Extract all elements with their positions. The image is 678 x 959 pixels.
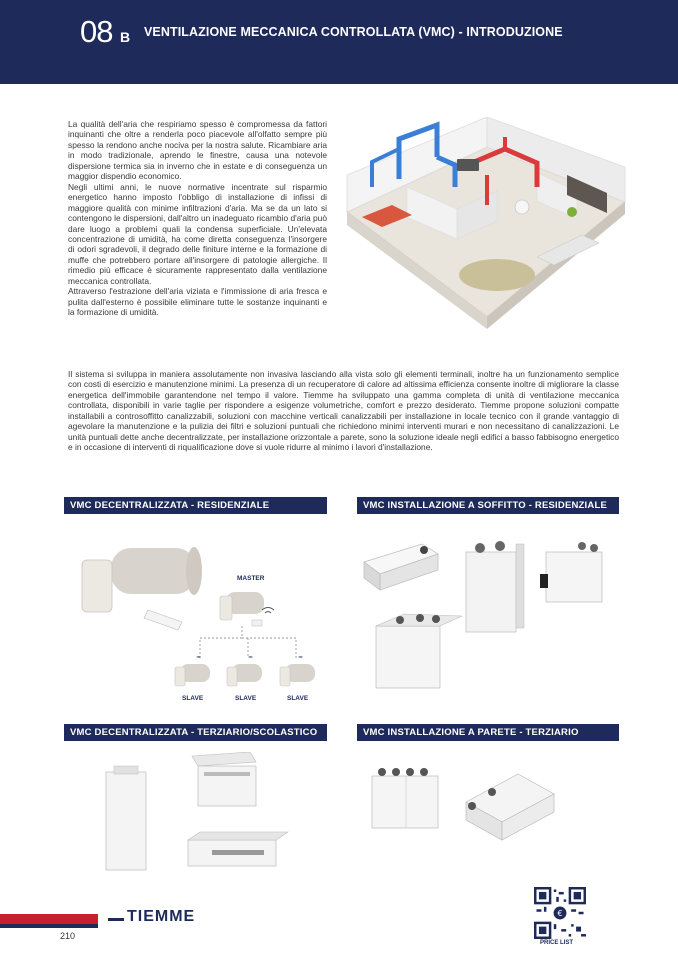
chapter-letter: B: [120, 29, 131, 45]
qr-caption: PRICE LIST: [540, 940, 574, 946]
qr-code[interactable]: [534, 887, 586, 939]
intro-paragraph: Attraverso l'estrazione dell'aria viziata e l'immissione di aria fresca e pulita dall'esterno è possibile eliminare tutte le sostanze inquinanti e la formazione di umidità.: [68, 286, 327, 318]
section-header-parete-terziario: VMC INSTALLAZIONE A PARETE - TERZIARIO: [357, 724, 619, 741]
intro-paragraph: La qualità dell'aria che respiriamo spesso è compromessa da fattori inquinanti che oltre a renderla poco piacevole all'olfatto sempre più spesso la rendono anche nociva per la nostra salute. Ricambiare aria in modo tradizionale, aprendo le finestre, causa una notevole dispersione termica sia in inverno che in estate e di conseguenza un maggior dispendio economico.: [68, 119, 327, 182]
page-header: [0, 0, 678, 84]
house-ventilation-illustration: [337, 117, 629, 330]
svg-text:€: €: [557, 909, 563, 919]
section-header-soffitto-residenziale: VMC INSTALLAZIONE A SOFFITTO - RESIDENZIALE: [357, 497, 619, 514]
ceiling-residential-products: [360, 530, 620, 695]
decentralized-residential-products: [76, 530, 331, 710]
svg-text:≈: ≈: [196, 654, 202, 661]
svg-text:≈: ≈: [248, 654, 254, 661]
intro-text: [68, 119, 327, 318]
section-header-decentralizzata-residenziale: VMC DECENTRALIZZATA - RESIDENZIALE: [64, 497, 327, 514]
master-label: MASTER: [237, 575, 265, 582]
decentralized-tertiary-products: [100, 752, 300, 872]
slave-label: SLAVE: [287, 695, 309, 702]
brand-logo: TIEMME: [124, 908, 198, 926]
wall-tertiary-products: [368, 762, 558, 862]
footer-red-bar: [0, 914, 98, 924]
slave-label: SLAVE: [235, 695, 257, 702]
intro-paragraph: Negli ultimi anni, le nuove normative incentrate sul risparmio energetico hanno imposto l'obbligo di installazione di infissi di maggiore qualità con minime infiltrazioni d'aria. Ma se da un lato si contengono le dispersioni, dall'altro un inadeguato ricambio d'aria può dare luogo a problemi quali la condensa superficiale. Un'elevata concentrazione di umidità, ha come diretta conseguenza l'insorgere di odori sgradevoli, il degrado delle finiture interne e la formazione di muffe che potrebbero portare all'insorgere di patologie allergiche. Il rimedio più efficace è sicuramente rappresentato dalla ventilazione meccanica controllata.: [68, 181, 327, 286]
slave-label: SLAVE: [182, 695, 204, 702]
section-header-decentralizzata-terziario: VMC DECENTRALIZZATA - TERZIARIO/SCOLASTICO: [64, 724, 327, 741]
page-title: VENTILAZIONE MECCANICA CONTROLLATA (VMC) - INTRODUZIONE: [144, 25, 563, 39]
body-text: Il sistema si sviluppa in maniera assolutamente non invasiva lasciando alla vista solo gli elementi terminali, inoltre ha un funzionamento semplice con costi di esercizio e manutenzione minimi. La presenza di un recuperatore di calore ad altissima efficienza consente inoltre di migliorare la classe energetica dell'immobile garantendone nel tempo il valore. Tiemme ha sviluppato una gamma completa di unità di ventilazione meccanica controllata, disponibili in varie taglie per rispondere a esigenze volumetriche, comfort e prezzo desiderato. Tiemme propone soluzioni compatte installabili a controsoffitto canalizzabili, soluzioni con macchine verticali canalizzabili per installazione in locale tecnico con il grande vantaggio di agevolare la manutenzione e la pulizia dei filtri e soluzioni puntuali che richiedono minimi interventi murari e non necessitano di canalizzazioni. Le unità puntuali dette anche decentralizzate, per installazione orizzontale a parete, sono la soluzione ideale negli edifici a basso fabbisogno energetico e in occasione di interventi di riqualificazione dove si vuole ridurre al minimo i lavori d'installazione.: [68, 369, 619, 453]
svg-text:≈: ≈: [298, 654, 304, 661]
chapter-number: 08: [80, 14, 113, 49]
page-number: 210: [60, 931, 76, 941]
footer-blue-bar: [0, 924, 98, 928]
